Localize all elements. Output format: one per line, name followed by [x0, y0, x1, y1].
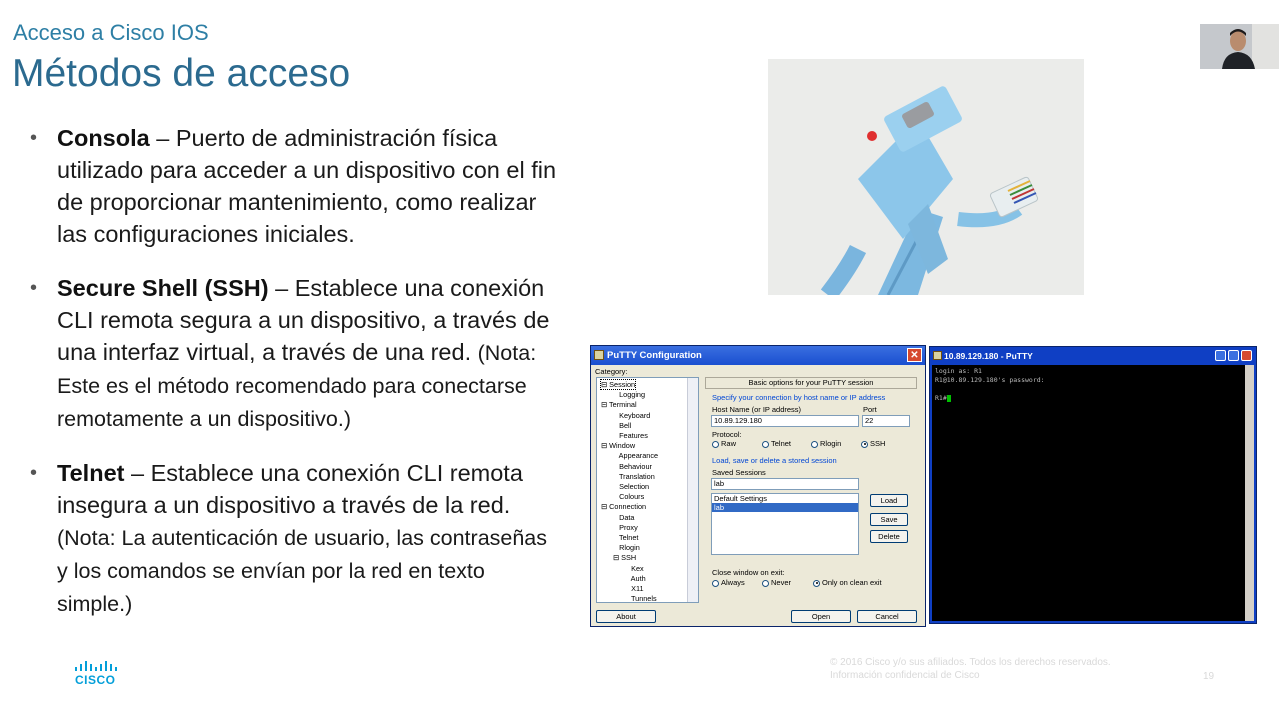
open-button[interactable]: Open: [791, 610, 851, 623]
putty-config-window: [590, 345, 926, 627]
destination-group-label: Specify your connection by host name or IP address: [712, 393, 886, 402]
radio-icon: [762, 441, 769, 448]
session-item[interactable]: lab: [712, 503, 858, 512]
copyright-footer: [830, 656, 1111, 682]
tree-item[interactable]: Behaviour: [613, 461, 652, 471]
close-button[interactable]: ✕: [907, 348, 922, 362]
terminal-screen[interactable]: [932, 365, 1246, 621]
about-button[interactable]: About: [596, 610, 656, 623]
bullet-term: Secure Shell (SSH): [57, 275, 269, 301]
radio-icon: [712, 441, 719, 448]
protocol-radio[interactable]: [811, 439, 841, 448]
bullet-ssh: [30, 272, 560, 435]
terminal-line: R1#: [935, 394, 1243, 403]
bullet-dot-icon: •: [30, 277, 38, 299]
close-button[interactable]: [1241, 350, 1252, 361]
tree-item[interactable]: Logging: [613, 390, 646, 400]
putty-app-icon: [933, 351, 942, 360]
tree-scrollbar[interactable]: [687, 378, 698, 602]
port-label: Port: [863, 405, 877, 414]
radio-icon: [762, 580, 769, 587]
radio-icon: [813, 580, 820, 587]
bullet-term: Telnet: [57, 460, 125, 486]
close-option-radio[interactable]: [813, 578, 882, 587]
tree-item[interactable]: ⊟ Window: [601, 441, 636, 451]
protocol-radio-label: Rlogin: [820, 439, 842, 448]
delete-button[interactable]: Delete: [870, 530, 908, 543]
close-option-radio[interactable]: [712, 578, 745, 587]
bullet-consola: [30, 122, 560, 250]
tree-item[interactable]: ⊟ Connection: [601, 502, 647, 512]
cursor-icon: [947, 395, 951, 402]
tree-item[interactable]: Data: [613, 512, 635, 522]
tree-item[interactable]: Telnet: [613, 533, 639, 542]
console-cable-photo: [768, 59, 1084, 295]
putty-config-titlebar[interactable]: [591, 346, 925, 365]
tree-item[interactable]: Proxy: [613, 522, 638, 532]
host-label: Host Name (or IP address): [712, 405, 802, 414]
tree-item[interactable]: Rlogin: [613, 543, 640, 553]
sessions-group-label: Load, save or delete a stored session: [712, 456, 837, 465]
close-option-label: Only on clean exit: [822, 578, 882, 587]
putty-app-icon: [594, 350, 604, 360]
close-window-label: Close window on exit:: [712, 568, 785, 577]
category-label: Category:: [595, 367, 628, 376]
close-option-radio[interactable]: [762, 578, 791, 587]
tree-item[interactable]: Translation: [613, 471, 655, 481]
tree-item[interactable]: Selection: [613, 482, 650, 491]
tree-item[interactable]: X11: [625, 584, 644, 593]
minimize-button[interactable]: [1215, 350, 1226, 361]
tree-item[interactable]: Appearance: [613, 451, 659, 461]
tree-item[interactable]: Colours: [613, 492, 645, 502]
protocol-radio[interactable]: [762, 439, 791, 448]
port-input[interactable]: 22: [862, 415, 910, 427]
cancel-button[interactable]: Cancel: [857, 610, 917, 623]
tree-item[interactable]: ⊟ Terminal: [601, 400, 637, 410]
tree-item[interactable]: ⊟ SSH: [613, 553, 637, 563]
putty-terminal-window: [929, 346, 1257, 624]
slide-subtitle: Acceso a Cisco IOS: [13, 20, 209, 45]
presenter-webcam: [1200, 24, 1279, 69]
confidential-line: Información confidencial de Cisco: [830, 670, 980, 681]
page-number: 19: [1203, 671, 1215, 682]
tree-item[interactable]: Bell: [613, 420, 632, 430]
bullet-note: (Nota: Este es el método recomendado para conectarse remotamente a un dispositivo.): [57, 341, 537, 431]
protocol-label: Protocol:: [712, 430, 742, 439]
close-option-label: Never: [771, 578, 792, 587]
protocol-radio[interactable]: [712, 439, 736, 448]
bullet-text: – Establece una conexión CLI remota segura a un dispositivo, a través de una interfaz virtual, a través de una red.: [57, 275, 550, 365]
copyright-line: © 2016 Cisco y/o sus afiliados. Todos los derechos reservados.: [830, 657, 1111, 668]
sessions-list[interactable]: [711, 493, 859, 555]
maximize-button[interactable]: [1228, 350, 1239, 361]
bullet-term: Consola: [57, 125, 150, 151]
tree-item[interactable]: Tunnels: [625, 594, 657, 603]
putty-config-title: PuTTY Configuration: [607, 350, 702, 361]
saved-sessions-input[interactable]: lab: [711, 478, 859, 490]
panel-header: Basic options for your PuTTY session: [705, 377, 917, 389]
session-item[interactable]: Default Settings: [714, 494, 767, 503]
host-input[interactable]: 10.89.129.180: [711, 415, 859, 427]
putty-terminal-titlebar[interactable]: [930, 347, 1256, 365]
tree-item[interactable]: Kex: [625, 563, 644, 573]
close-option-label: Always: [721, 578, 745, 587]
terminal-line: login as: R1: [935, 367, 982, 375]
protocol-radio-label: Raw: [721, 439, 737, 448]
slide-title: Métodos de acceso: [12, 52, 351, 95]
save-button[interactable]: Save: [870, 513, 908, 526]
protocol-radio-label: SSH: [870, 439, 886, 448]
tree-item[interactable]: ⊟ Session: [601, 380, 636, 389]
bullet-telnet: [30, 457, 560, 620]
bullet-list: [30, 122, 560, 642]
radio-icon: [811, 441, 818, 448]
saved-sessions-label: Saved Sessions: [712, 468, 766, 477]
bullet-note: (Nota: La autenticación de usuario, las contraseñas y los comandos se envían por la red en texto simple.): [57, 526, 548, 616]
putty-terminal-title: 10.89.129.180 - PuTTY: [944, 351, 1033, 361]
tree-item[interactable]: Features: [613, 431, 648, 440]
protocol-radio-label: Telnet: [771, 439, 792, 448]
radio-icon: [861, 441, 868, 448]
bullet-dot-icon: •: [30, 462, 38, 484]
bullet-text: – Establece una conexión CLI remota insegura a un dispositivo a través de la red.: [57, 460, 523, 518]
terminal-line: [935, 385, 1243, 394]
load-button[interactable]: Load: [870, 494, 908, 507]
cisco-logo-text: CISCO: [75, 673, 116, 687]
protocol-radio[interactable]: [861, 439, 885, 448]
bullet-text: – Puerto de administración física utilizado para acceder a un dispositivo con el fin de proporcionar mantenimiento, como realizar las configuraciones iniciales.: [57, 125, 557, 247]
tree-item[interactable]: Keyboard: [613, 410, 651, 420]
radio-icon: [712, 580, 719, 587]
tree-item[interactable]: Auth: [625, 573, 646, 583]
category-tree[interactable]: [596, 377, 699, 603]
terminal-line: R1@10.89.129.180's password:: [935, 376, 1045, 384]
bullet-dot-icon: •: [30, 127, 38, 149]
terminal-scrollbar[interactable]: [1245, 365, 1254, 621]
